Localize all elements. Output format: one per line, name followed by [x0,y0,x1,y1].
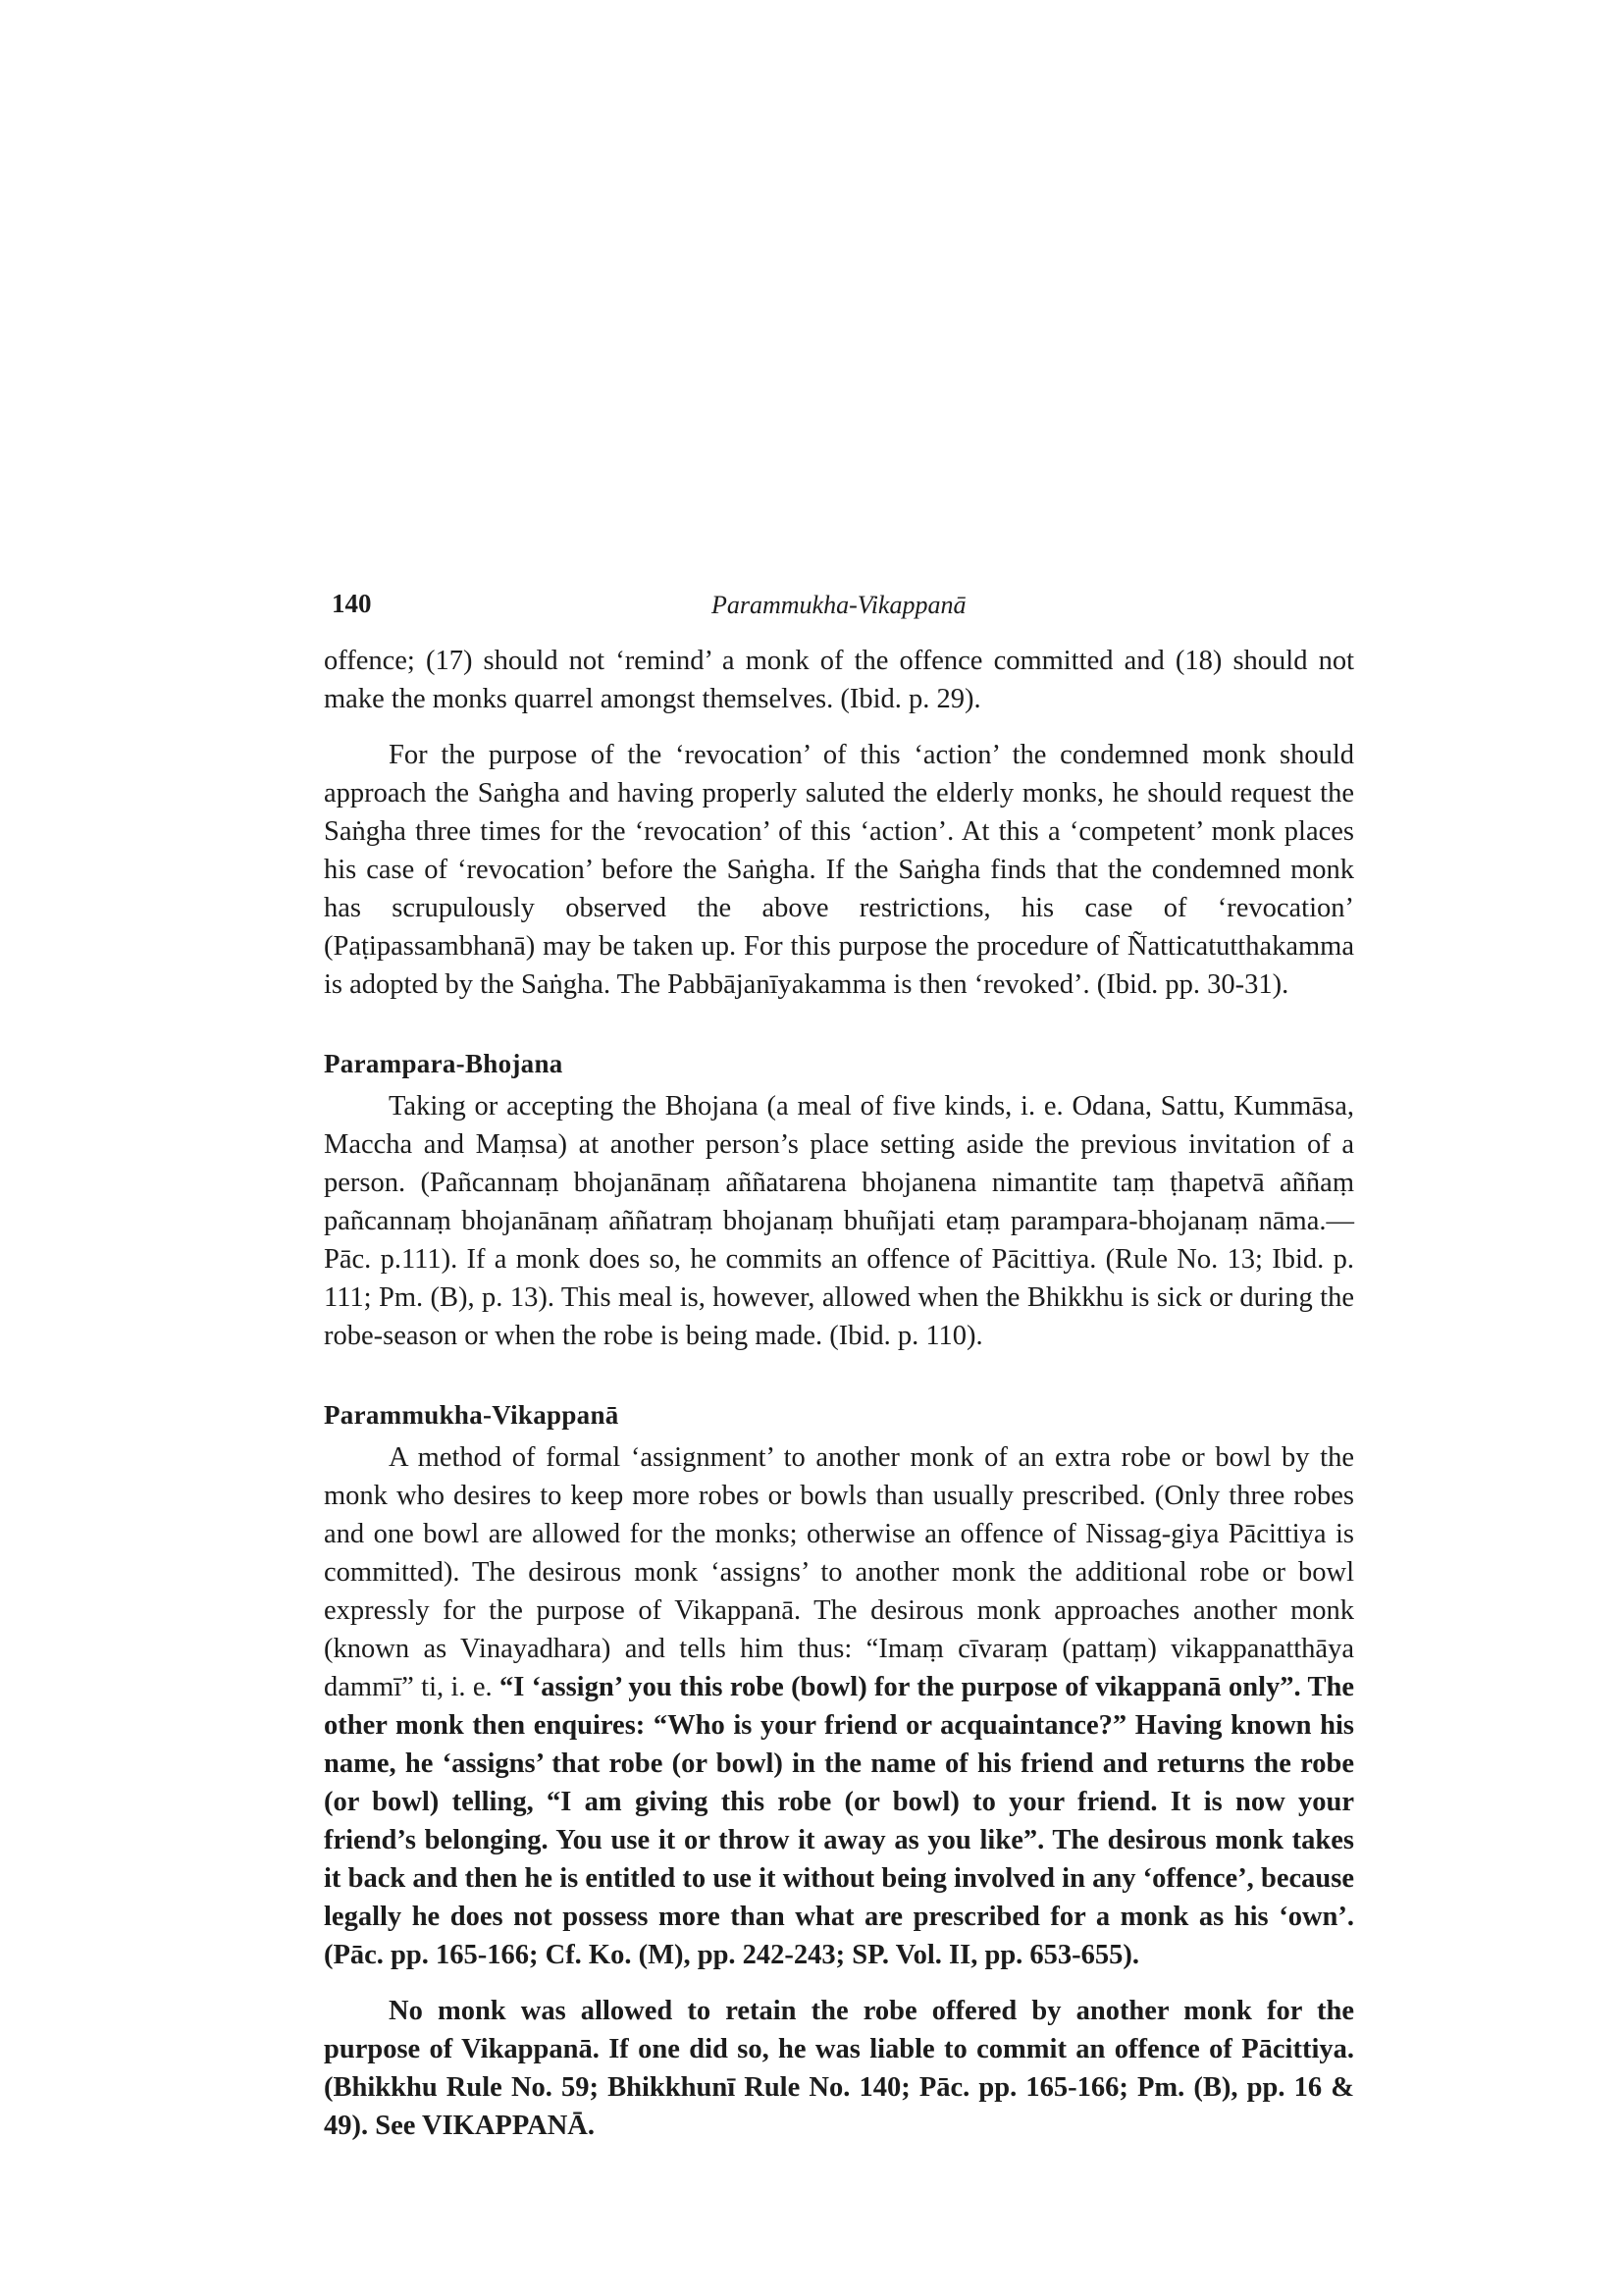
page-content [324,589,1354,2145]
running-head: Parammukha-Vikappanā [711,591,967,619]
paragraph-parampara-bhojana: Taking or accepting the Bhojana (a meal of five kinds, i. e. Odana, Sattu, Kummāsa, Maccha and Maṃsa) at another person’s place setting aside the previous invitation of a person. (Pañcannaṃ bhojanānaṃ aññatarena bhojanena nimantite taṃ ṭhapetvā aññaṃ pañcannaṃ bhojanānaṃ aññatraṃ bhojanaṃ bhuñjati etaṃ parampara-bhojanaṃ nāma.—Pāc. p.111). If a monk does so, he commits an offence of Pācittiya. (Rule No. 13; Ibid. p. 111; Pm. (B), p. 13). This meal is, however, allowed when the Bhikkhu is sick or during the robe-season or when the robe is being made. (Ibid. p. 110). [324,1091,1354,1351]
paragraph-retention-rule: No monk was allowed to retain the robe offered by another monk for the purpose of Vikappanā. If one did so, he was liable to commit an offence of Pācittiya. (Bhikkhu Rule No. 59; Bhikkhunī Rule No. 140; Pāc. pp. 165-166; Pm. (B), pp. 16 & 49). See VIKAPPANĀ. [324,1996,1354,2141]
heading-parampara-bhojana: Parampara-Bhojana [324,1049,563,1078]
page-number: 140 [332,589,372,618]
page-header [324,589,1354,628]
paragraph-revocation: For the purpose of the ‘revocation’ of this ‘action’ the condemned monk should approach the Saṅgha and having properly saluted the elderly monks, he should request the Saṅgha three times for the ‘revocation’ of this ‘action’. At this a ‘competent’ monk places his case of ‘revocation’ before the Saṅgha. If the Saṅgha finds that the condemned monk has scrupulously observed the above restrictions, his case of ‘revocation’ (Paṭipassambhanā) may be taken up. For this purpose the procedure of Ñatticatutthakamma is adopted by the Saṅgha. The Pabbājanīyakamma is then ‘revoked’. (Ibid. pp. 30-31). [324,740,1354,1000]
paragraph-continued: offence; (17) should not ‘remind’ a monk of the offence committed and (18) should not make the monks quarrel amongst themselves. (Ibid. p. 29). [324,646,1354,714]
paragraph-vikappana-part1: A method of formal ‘assignment’ to another monk of an extra robe or bowl by the monk who desires to keep more robes or bowls than usually prescribed. (Only three robes and one bowl are allowed for the monks; otherwise an offence of Nissag-giya Pācittiya is committed). The desirous monk ‘assigns’ to another monk the additional robe or bowl expressly for the purpose of Vikappanā. The desirous monk approaches another monk (known as Vinayadhara) and tells him thus: “Imaṃ cīvaraṃ (pattaṃ) vikappanatthāya dammī” ti, i. e. [324,1442,1354,1702]
paragraph-vikappana-part2: “I ‘assign’ you this robe (bowl) for the purpose of vikappanā only”. The other monk then enquires: “Who is your friend or acquaintance?” Having known his name, he ‘assigns’ that robe (or bowl) in the name of his friend and returns the robe (or bowl) telling, “I am giving this robe (or bowl) to your friend. It is now your friend’s belonging. You use it or throw it away as you like”. The desirous monk takes it back and then he is entitled to use it without being involved in any ‘offence’, because legally he does not possess more than what are prescribed for a monk as his ‘own’. (Pāc. pp. 165-166; Cf. Ko. (M), pp. 242-243; SP. Vol. II, pp. 653-655). [324,1672,1354,1970]
paragraph-vikappana [324,1438,1354,1974]
heading-parammukha-vikappana: Parammukha-Vikappanā [324,1400,619,1430]
